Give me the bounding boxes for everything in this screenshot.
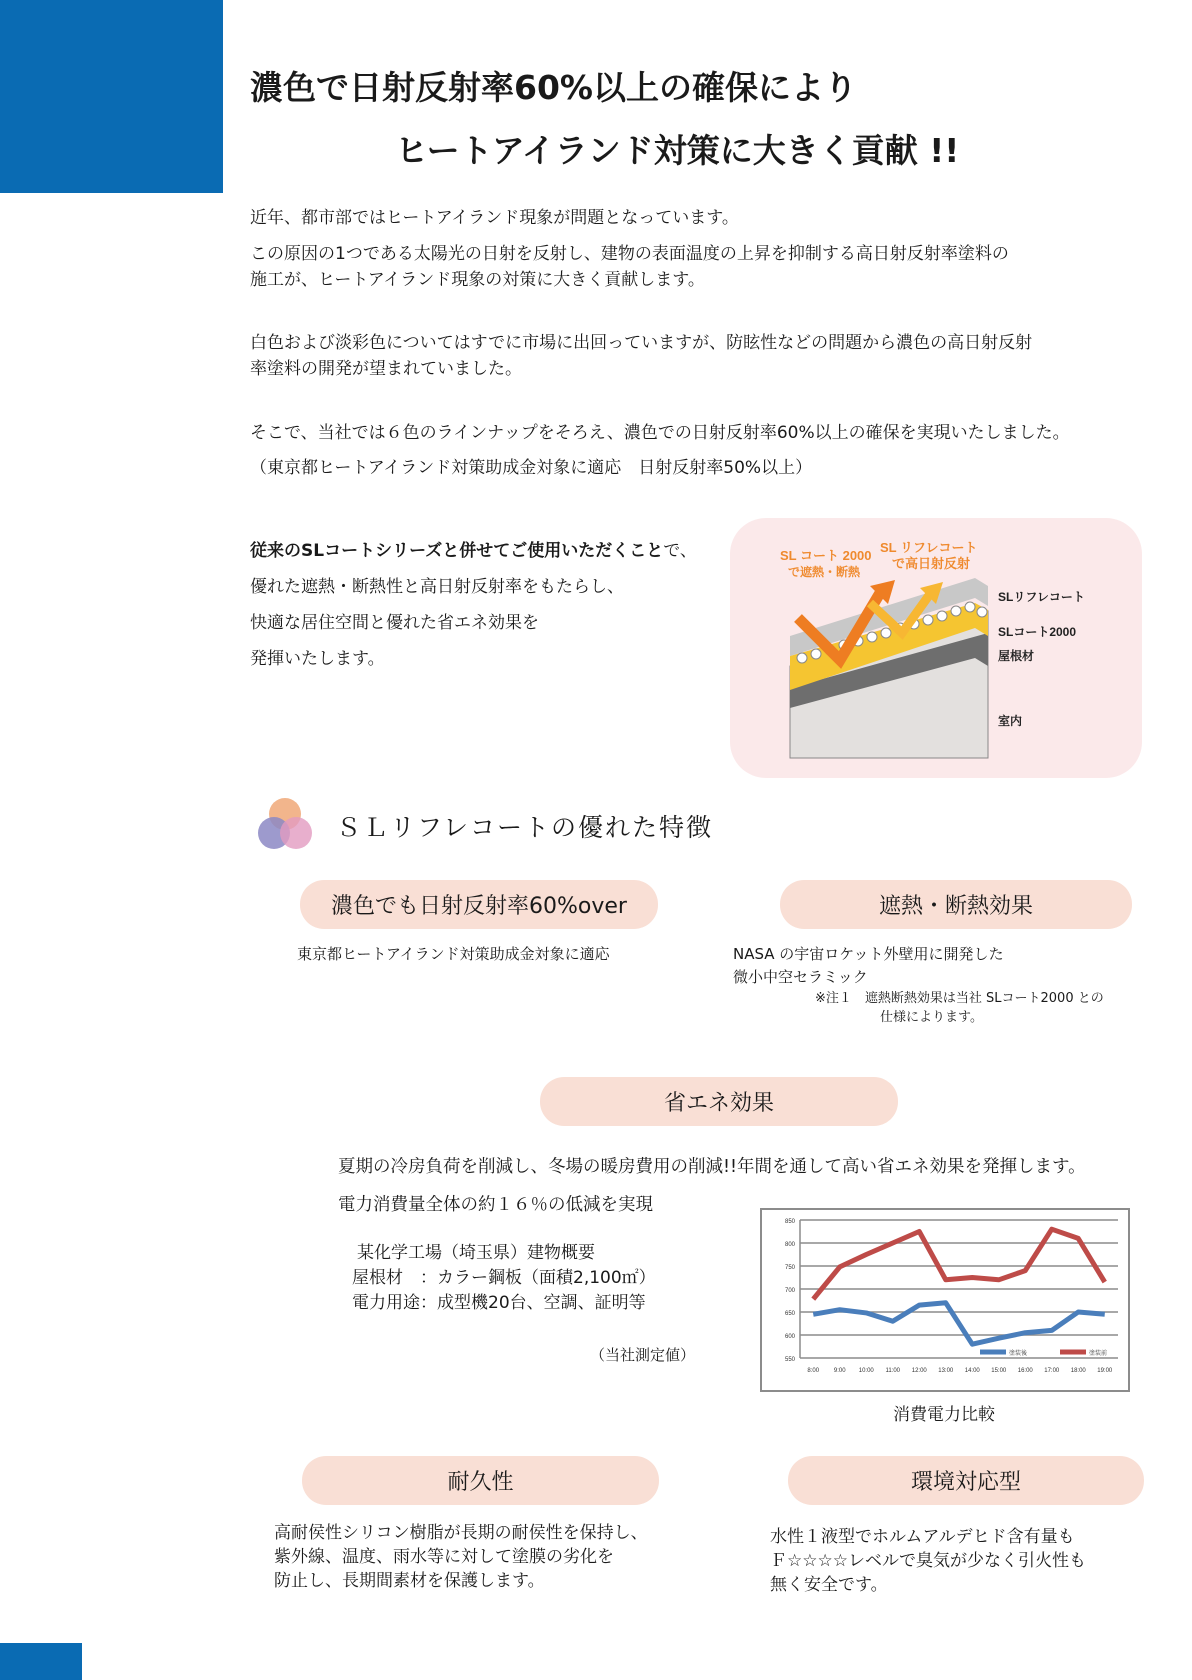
building-roof: 屋根材 ：カラー鋼板（面積2,100㎡） [352,1268,656,1288]
chart-caption: 消費電力比較 [893,1405,995,1425]
combined-use-text [250,533,697,677]
svg-text:13:00: 13:00 [938,1368,954,1374]
feature-pill-eco: 環境対応型 [788,1456,1144,1505]
combined-line3: 快適な居住空間と優れた省エネ効果を [250,613,539,633]
energy-line1: 夏期の冷房負荷を削減し、冬場の暖房費用の削減!!年間を通して高い省エネ効果を発揮します。 [338,1157,1086,1177]
building-title: 某化学工場（埼玉県）建物概要 [357,1243,595,1263]
line-chart [762,1210,1128,1390]
svg-text:16:00: 16:00 [1017,1368,1033,1374]
intro-p4-line2: （東京都ヒートアイランド対策助成金対象に適応 日射反射率50%以上） [250,458,813,478]
durability-desc-2: 紫外線、温度、雨水等に対して塗膜の劣化を [274,1547,614,1567]
svg-text:11:00: 11:00 [885,1368,901,1374]
intro-p2-line2: 施工が、ヒートアイランド現象の対策に大きく貢献します。 [250,270,705,290]
intro-p4-line1: そこで、当社では６色のラインナップをそろえ、濃色での日射反射率60%以上の確保を実現いたしました。 [250,423,1070,443]
bottom-blue-block [0,1643,82,1680]
svg-text:8:00: 8:00 [807,1368,820,1374]
svg-text:700: 700 [784,1288,795,1294]
feature-desc-reflectance: 東京都ヒートアイランド対策助成金対象に適応 [297,945,610,963]
svg-text:550: 550 [784,1357,795,1363]
intro-p3-line1: 白色および淡彩色についてはすでに市場に出回っていますが、防眩性などの問題から濃色の高日射反射 [250,333,1033,353]
combined-bold: 従来のSLコートシリーズと併せてご使用いただくこと [250,541,664,561]
label-slcoat: SL コート 2000 [780,548,872,563]
svg-text:塗装後: 塗装後 [1009,1351,1028,1357]
combined-line2: 優れた遮熱・断熱性と高日射反射率をもたらし、 [250,577,624,597]
venn-circles-icon [256,796,316,852]
feature-pill-insulation: 遮熱・断熱効果 [780,880,1132,929]
svg-text:17:00: 17:00 [1044,1368,1060,1374]
combined-line4: 発揮いたします。 [250,649,385,669]
svg-text:12:00: 12:00 [911,1368,927,1374]
durability-desc-1: 高耐侯性シリコン樹脂が長期の耐侯性を保持し、 [274,1523,648,1543]
roof-layer-illustration [730,518,1142,778]
page-title-line2: ヒートアイランド対策に大きく貢献 !! [395,131,960,170]
svg-text:850: 850 [784,1219,795,1225]
svg-text:19:00: 19:00 [1097,1368,1113,1374]
svg-text:14:00: 14:00 [964,1368,980,1374]
svg-text:15:00: 15:00 [991,1368,1007,1374]
svg-text:10:00: 10:00 [858,1368,874,1374]
label-reflect-sub: で高日射反射 [892,556,971,571]
intro-p3-line2: 率塗料の開発が望まれていました。 [250,359,522,379]
svg-text:750: 750 [784,1265,795,1271]
svg-text:800: 800 [784,1242,795,1248]
feature-note-2: 仕様によります。 [880,1010,983,1025]
feature-pill-durability: 耐久性 [302,1456,659,1505]
feature-note-1: ※注１ 遮熱断熱効果は当社 SLコート2000 との [815,991,1104,1006]
intro-p1: 近年、都市部ではヒートアイランド現象が問題となっています。 [250,208,739,228]
building-power: 電力用途：成型機20台、空調、証明等 [352,1293,646,1313]
eco-desc-3: 無く安全です。 [770,1575,888,1595]
layer-label-indoor: 室内 [998,714,1023,728]
feature-desc-insulation-1: NASA の宇宙ロケット外壁用に開発した [733,945,1004,963]
layer-label-slcoat: SLコート2000 [998,625,1077,639]
feature-pill-energy: 省エネ効果 [540,1077,898,1126]
combined-bold-tail: で、 [663,541,697,561]
features-heading: ＳＬリフレコートの優れた特徴 [336,813,714,842]
page-title-line1: 濃色で日射反射率60%以上の確保により [250,68,857,107]
svg-text:18:00: 18:00 [1070,1368,1086,1374]
layer-label-reflect: SLリフレコート [998,590,1085,604]
measurement-note: （当社測定値） [590,1346,696,1364]
layer-label-roof: 屋根材 [998,649,1035,663]
eco-desc-2: Ｆ☆☆☆☆レベルで臭気が少なく引火性も [770,1551,1086,1571]
svg-text:650: 650 [784,1311,795,1317]
eco-desc-1: 水性１液型でホルムアルデヒド含有量も [770,1527,1075,1547]
svg-text:9:00: 9:00 [833,1368,846,1374]
roof-layer-diagram [730,518,1142,778]
durability-desc-3: 防止し、長期間素材を保護します。 [274,1571,545,1591]
svg-text:600: 600 [784,1334,795,1340]
top-blue-block [0,0,223,193]
svg-text:塗装前: 塗装前 [1089,1351,1108,1357]
label-slcoat-sub: で遮熱・断熱 [788,565,861,579]
intro-p2-line1: この原因の1つである太陽光の日射を反射し、建物の表面温度の上昇を抑制する高日射反射率塗料の [250,244,1009,264]
power-consumption-chart [760,1208,1130,1392]
feature-desc-insulation-2: 微小中空セラミック [733,968,868,986]
label-reflect: SL リフレコート [880,540,978,555]
energy-line2: 電力消費量全体の約１６％の低減を実現 [338,1195,653,1215]
feature-pill-reflectance: 濃色でも日射反射率60%over [300,880,658,929]
